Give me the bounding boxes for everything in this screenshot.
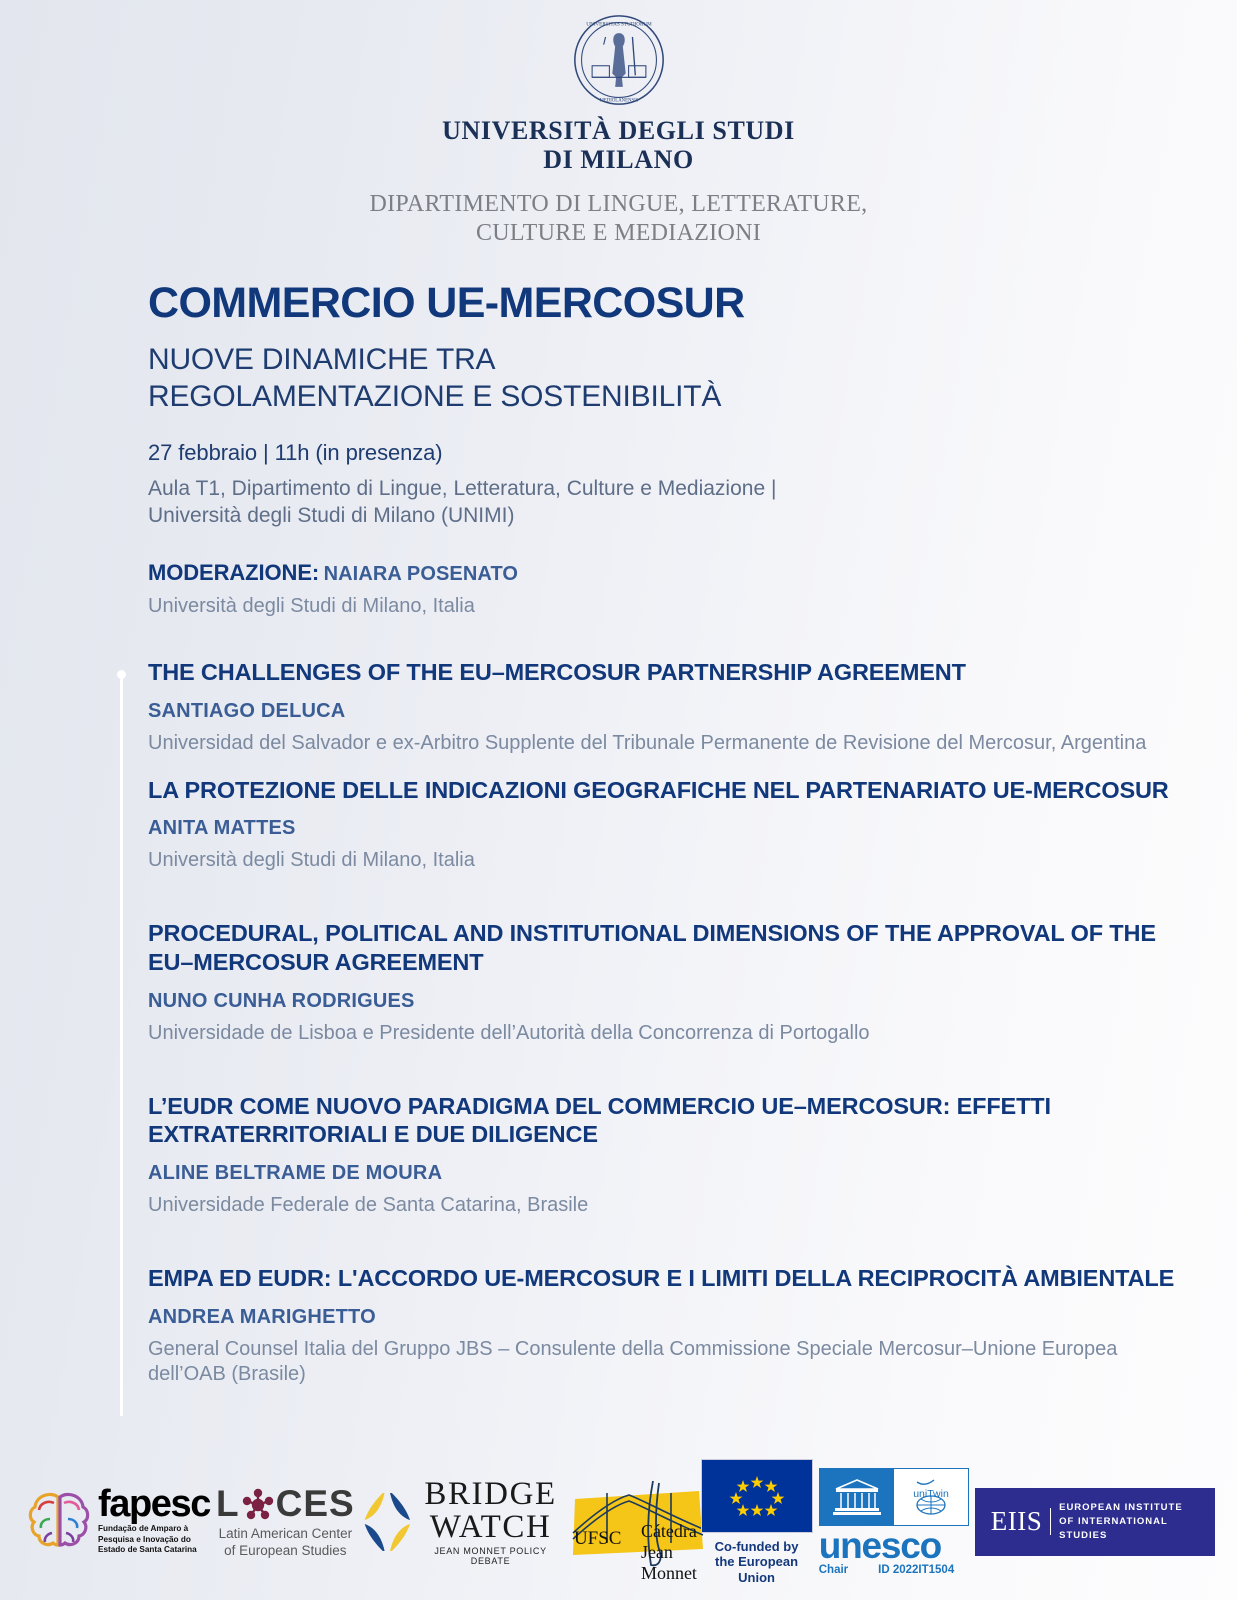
molecule-icon <box>241 1488 275 1522</box>
page-subtitle-line1: NUOVE DINAMICHE TRA <box>148 342 496 376</box>
list-item <box>148 919 1177 1045</box>
moderation-line <box>148 560 1237 586</box>
event-meta-block <box>0 416 1237 618</box>
eiis-divider <box>1050 1508 1051 1535</box>
logo-eiis <box>975 1488 1215 1555</box>
event-venue <box>148 476 1237 530</box>
talk-affiliation: Università degli Studi di Milano, Italia <box>148 849 475 872</box>
talk-speaker: ALINE BELTRAME DE MOURA <box>148 1161 443 1184</box>
timeline-rail <box>120 674 123 1416</box>
department-name <box>0 190 1237 247</box>
department-name-line1: DIPARTIMENTO DI LINGUE, LETTERATURE, <box>369 191 868 218</box>
fapesc-subtitle <box>98 1524 210 1556</box>
logo-unesco-chair <box>819 1468 969 1576</box>
page-title: COMMERCIO UE-MERCOSUR <box>148 278 745 327</box>
program-section <box>0 658 1237 1450</box>
jean-monnet-line2: Jean <box>640 1542 673 1563</box>
bridgewatch-subtitle: JEAN MONNET POLICY DEBATE <box>434 1545 547 1566</box>
logo-fapesc <box>28 1483 211 1555</box>
talk-title: EMPA ED EUDR: L'ACCORDO UE-MERCOSUR E I LIMITI DELLA RECIPROCITÀ AMBIENTALE <box>148 1264 1175 1291</box>
loces-subtitle-line2: of European Studies <box>224 1542 347 1558</box>
moderation-name: NAIARA POSENATO <box>323 562 519 585</box>
eu-flag-icon <box>701 1459 813 1533</box>
svg-text:uniTwin: uniTwin <box>912 1487 949 1500</box>
bridgewatch-text <box>420 1478 561 1566</box>
unimi-crest-icon <box>571 12 667 108</box>
logo-loces <box>216 1485 355 1558</box>
jean-monnet-chair-label <box>641 1521 697 1585</box>
talk-speaker: ANDREA MARIGHETTO <box>148 1305 376 1328</box>
bridgewatch-line2: WATCH <box>429 1508 552 1545</box>
university-name-line1: UNIVERSITÀ DEGLI STUDI <box>442 116 795 145</box>
talk-title: LA PROTEZIONE DELLE INDICAZIONI GEOGRAFICHE NEL PARTENARIATO UE-MERCOSUR <box>148 776 1169 803</box>
unesco-temple-icon <box>820 1469 894 1525</box>
eiis-subtitle-line1: EUROPEAN INSTITUTE <box>1059 1502 1183 1514</box>
list-item <box>148 776 1177 874</box>
talk-affiliation: General Counsel Italia del Gruppo JBS – Consulente della Commissione Speciale Mercosur–Unione Europea dell’OAB (Brasile) <box>148 1337 1118 1385</box>
event-date: 27 febbraio | 11h (in presenza) <box>148 439 443 465</box>
unesco-wordmark: unesco <box>818 1524 942 1566</box>
eu-funding-line1: Co-funded by <box>714 1538 799 1554</box>
talk-affiliation: Universidad del Salvador e ex-Arbitro Supplente del Tribunale Permanente de Revisione del Mercosur, Argentina <box>148 731 1147 754</box>
title-block <box>0 247 1237 416</box>
fapesc-subtitle-line2: Pesquisa e Inovação do <box>98 1534 191 1544</box>
logo-bridgewatch <box>361 1478 561 1566</box>
fapesc-text <box>98 1483 211 1555</box>
loces-word-post: CES <box>275 1483 355 1525</box>
event-venue-line1: Aula T1, Dipartimento di Lingue, Letteratura, Culture e Mediazione | <box>148 476 777 500</box>
list-item <box>148 1264 1177 1387</box>
brain-logo-icon <box>28 1489 90 1555</box>
unitwin-globe-icon <box>894 1469 968 1525</box>
eiis-wordmark: EIIS <box>990 1506 1043 1537</box>
moderation-label: MODERAZIONE: <box>148 559 320 585</box>
bridge-swoosh-icon <box>361 1486 415 1558</box>
talk-affiliation: Universidade de Lisboa e Presidente dell’Autorità della Concorrenza di Portogallo <box>148 1021 870 1044</box>
jean-monnet-line3: Monnet <box>640 1563 697 1584</box>
fapesc-subtitle-line3: Estado de Santa Catarina <box>98 1545 197 1555</box>
bridgewatch-line1: BRIDGE <box>424 1476 557 1513</box>
talk-speaker: ANITA MATTES <box>148 817 296 840</box>
loces-wordmark <box>216 1483 355 1525</box>
eiis-subtitle <box>1059 1501 1199 1542</box>
sponsor-logo-bar <box>0 1450 1237 1600</box>
list-item <box>148 658 1177 756</box>
loces-word-pre: L <box>216 1483 240 1525</box>
fapesc-wordmark: fapesc <box>98 1483 211 1526</box>
svg-text:UNIVERSITAS STUDIORUM: UNIVERSITAS STUDIORUM <box>585 21 652 28</box>
talk-affiliation: Universidade Federale de Santa Catarina, Brasile <box>148 1193 589 1216</box>
unesco-chair-label: Chair <box>818 1564 849 1577</box>
talk-title: THE CHALLENGES OF THE EU–MERCOSUR PARTNERSHIP AGREEMENT <box>148 658 966 685</box>
page-subtitle <box>148 342 1237 416</box>
unesco-meta <box>819 1564 955 1576</box>
talk-speaker: NUNO CUNHA RODRIGUES <box>148 989 415 1012</box>
eu-funding-caption <box>700 1539 812 1586</box>
fapesc-subtitle-line1: Fundação de Amparo à <box>98 1524 189 1534</box>
university-name-line2: DI MILANO <box>543 145 694 175</box>
eu-funding-line2: the European Union <box>715 1554 799 1585</box>
talk-speaker: SANTIAGO DELUCA <box>148 699 346 722</box>
page-subtitle-line2: REGOLAMENTAZIONE E SOSTENIBILITÀ <box>148 379 722 413</box>
loces-subtitle-line1: Latin American Center <box>218 1526 353 1542</box>
svg-text:MEDIOLANENSIS: MEDIOLANENSIS <box>599 98 638 104</box>
event-venue-line2: Università degli Studi di Milano (UNIMI) <box>148 503 515 527</box>
unesco-emblem-box <box>819 1468 969 1526</box>
poster-header <box>0 0 1237 247</box>
logo-european-union <box>700 1459 812 1586</box>
talk-title: PROCEDURAL, POLITICAL AND INSTITUTIONAL DIMENSIONS OF THE APPROVAL OF THE EU–MERCOSUR AGREEMENT <box>148 920 1156 975</box>
loces-subtitle <box>219 1526 353 1558</box>
department-name-line2: CULTURE E MEDIAZIONI <box>475 219 762 246</box>
moderation-affiliation: Università degli Studi di Milano, Italia <box>148 594 475 617</box>
university-name <box>0 116 1237 174</box>
logo-ufsc-jeanmonnet <box>567 1471 697 1584</box>
ufsc-label: UFSC <box>573 1528 622 1549</box>
eiis-subtitle-line2: OF INTERNATIONAL STUDIES <box>1059 1516 1168 1541</box>
jean-monnet-line1: Cátedra <box>640 1521 697 1541</box>
list-item <box>148 1092 1177 1218</box>
talk-title: L’EUDR COME NUOVO PARADIGMA DEL COMMERCIO UE–MERCOSUR: EFFETTI EXTRATERRITORIALI E DUE DILIGENCE <box>148 1092 1051 1148</box>
unesco-chair-id: ID 2022IT1504 <box>878 1564 955 1577</box>
